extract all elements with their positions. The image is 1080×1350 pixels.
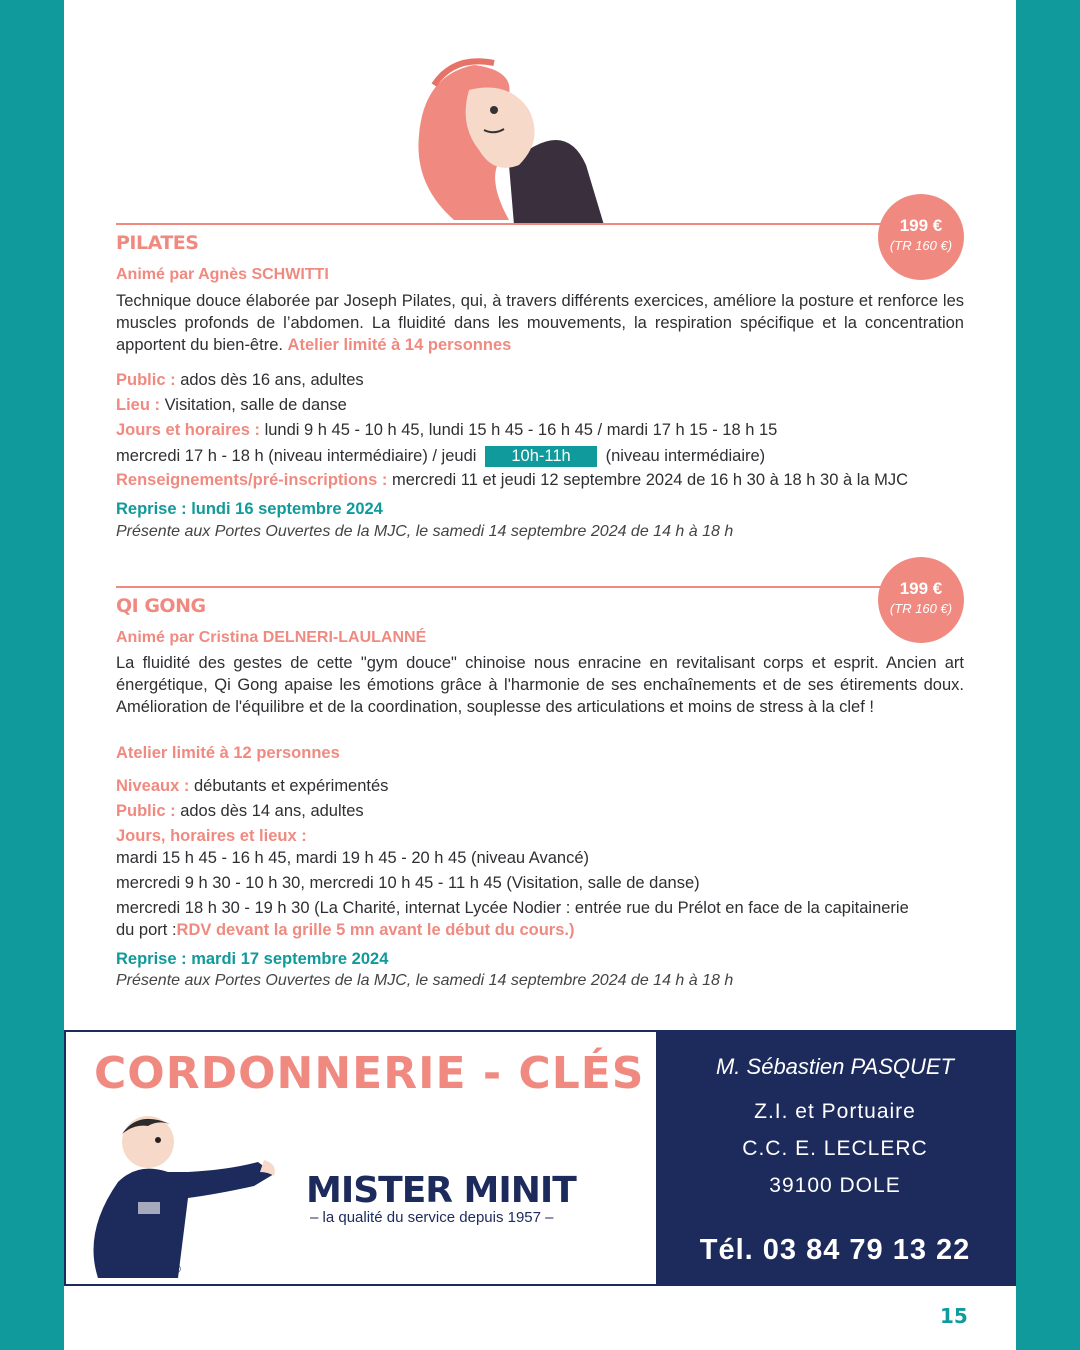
price-badge [878,557,964,643]
open-days-note: Présente aux Portes Ouvertes de la MJC, le samedi 14 septembre 2024 de 14 h à 18 h [116,523,734,540]
info-label: Renseignements/pré-inscriptions : [116,471,388,489]
reduced-price: (TR 160 €) [889,238,953,253]
page-number: 15 [940,1304,968,1328]
animator: Animé par Agnès SCHWITTI [116,266,329,283]
schedule-text-end: (niveau intermédiaire) [605,447,766,465]
contact-name: M. Sébastien PASQUET [715,1054,954,1079]
schedule-label: Jours et horaires : [116,421,260,439]
info-value: mercredi 11 et jeudi 12 septembre 2024 de 16 h 30 à 18 h 30 à la MJC [391,471,909,489]
ad-left-panel [66,1032,656,1284]
schedule-line [116,421,777,440]
levels-line [116,777,388,796]
schedule-text: du port : [116,921,177,939]
phone-number: Tél. 03 84 79 13 22 [699,1234,971,1266]
brand-name: MISTER MINIT [306,1170,576,1211]
schedule-value: lundi 9 h 45 - 10 h 45, lundi 15 h 45 - 16 h 45 / mardi 17 h 15 - 18 h 15 [264,421,778,439]
brand-tagline: – la qualité du service depuis 1957 – [310,1209,554,1226]
resume-date: Reprise : lundi 16 septembre 2024 [116,500,383,518]
public-line [116,371,364,390]
price: 199 € [899,216,943,235]
resume-date: Reprise : mardi 17 septembre 2024 [116,950,389,968]
pilates-section [116,200,964,545]
advertisement [64,1030,1016,1286]
info-line [116,471,908,490]
animator: Animé par Cristina DELNERI-LAULANNÉ [116,629,427,646]
description-text: Technique douce élaborée par Joseph Pilates, qui, à travers différents exercices, améliore la posture et renforce les muscles profonds de l’abdomen. La fluidité dans les mouvements, la respiration spécifique et la concentration apportent du bien-être. [116,292,964,354]
registered-mark: ® [172,1262,181,1276]
qigong-section [116,563,964,993]
levels-label: Niveaux : [116,777,190,795]
place-line [116,396,347,415]
capacity-limit: Atelier limité à 12 personnes [116,744,340,762]
schedule-text: mercredi 17 h - 18 h (niveau intermédiaire) / jeudi [116,447,477,465]
price: 199 € [899,579,943,598]
time-highlight: 10h-11h [485,446,597,467]
public-label: Public : [116,371,176,389]
meeting-note: RDV devant la grille 5 mn avant le début du cours.) [176,921,575,939]
brochure-page [64,0,1016,1350]
section-divider [116,586,896,588]
mascot-illustration [78,1102,278,1278]
address-line-3: 39100 DOLE [769,1174,901,1197]
description [116,290,964,356]
place-label: Lieu : [116,396,160,414]
public-value: ados dès 16 ans, adultes [180,371,364,389]
schedule-line-4 [116,921,574,940]
address-line-2: C.C. E. LECLERC [742,1137,928,1160]
section-title: QI GONG [116,595,206,617]
open-days-note: Présente aux Portes Ouvertes de la MJC, le samedi 14 septembre 2024 de 14 h à 18 h [116,972,734,989]
schedule-line-1: mardi 15 h 45 - 16 h 45, mardi 19 h 45 - 20 h 45 (niveau Avancé) [116,849,589,867]
ad-headline: CORDONNERIE - CLÉS [94,1048,645,1099]
section-title: PILATES [116,232,199,254]
schedule-line-2 [116,446,765,467]
section-divider [116,223,896,225]
reduced-price: (TR 160 €) [889,601,953,616]
public-line [116,802,364,821]
capacity-limit: Atelier limité à 14 personnes [287,336,512,354]
schedule-label: Jours, horaires et lieux : [116,827,307,845]
public-label: Public : [116,802,176,820]
price-badge [878,194,964,280]
description: La fluidité des gestes de cette "gym douce" chinoise nous enracine en revitalisant corps et esprit. Ancien art énergétique, Qi Gong apaise les émotions grâce à l'harmonie de ses enchaînements et de ses étirements doux. Amélioration de l'équilibre et de la coordination, souplesse des articulations et moins de stress à la clef ! [116,654,964,716]
levels-value: débutants et expérimentés [193,777,389,795]
schedule-line-3: mercredi 18 h 30 - 19 h 30 (La Charité, internat Lycée Nodier : entrée rue du Prélot en face de la capitainerie [116,899,909,917]
place-value: Visitation, salle de danse [164,396,347,414]
public-value: ados dès 14 ans, adultes [180,802,364,820]
schedule-line-2: mercredi 9 h 30 - 10 h 30, mercredi 10 h 45 - 11 h 45 (Visitation, salle de danse) [116,874,700,892]
ad-contact-panel [656,1032,1014,1284]
address-line-1: Z.I. et Portuaire [754,1100,916,1123]
